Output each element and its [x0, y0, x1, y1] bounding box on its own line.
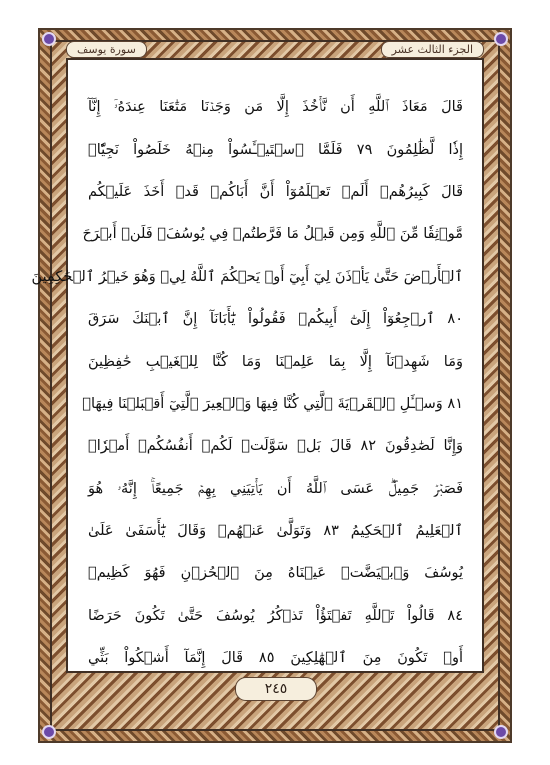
page-number: ٢٤٥: [264, 681, 288, 697]
corner-flower-icon: [496, 727, 506, 737]
line-text: فَصَبۡرٞ جَمِيلٌۖ عَسَى ٱللَّهُ أَن يَأۡتِيَنِي بِهِمۡ جَمِيعًاۚ إِنَّهُۥ هُوَ: [88, 480, 463, 497]
line-text: ٱلۡأَرۡضَ حَتَّىٰ يَأۡذَنَ لِيٓ أَبِيٓ أَوۡ يَحۡكُمَ ٱللَّهُ لِيۖ وَهُوَ خَيۡرُ ٱلۡحَٰكِمِينَ: [31, 268, 463, 285]
text-line: [82, 383, 463, 425]
line-text: أَوۡ تَكُونَ مِنَ ٱلۡهَٰلِكِينَ ٨٥ قَالَ إِنَّمَآ أَشۡكُواْ بَثِّي: [88, 650, 463, 667]
corner-flower-icon: [496, 34, 506, 44]
corner-flower-icon: [44, 727, 54, 737]
line-text: إِذٗا لَّظَٰلِمُونَ ٧٩ فَلَمَّا ٱسۡتَيۡـَٔسُواْ مِنۡهُ خَلَصُواْ نَجِيّٗاۖ: [88, 141, 463, 158]
line-text: وَإِنَّا لَصَٰدِقُونَ ٨٢ قَالَ بَلۡ سَوَّلَتۡ لَكُمۡ أَنفُسُكُمۡ أَمۡرٗاۖ: [88, 438, 463, 455]
text-line: [88, 340, 463, 382]
line-text: ٨١ وَسۡـَٔلِ ٱلۡقَرۡيَةَ ٱلَّتِي كُنَّا فِيهَا وَٱلۡعِيرَ ٱلَّتِيٓ أَقۡبَلۡنَا فِيهَاۖ: [82, 395, 463, 412]
text-line: [88, 552, 463, 594]
line-text: مَّوۡثِقٗا مِّنَ ٱللَّهِ وَمِن قَبۡلُ مَا فَرَّطتُمۡ فِي يُوسُفَۖ فَلَنۡ أَبۡرَحَ: [82, 226, 463, 243]
juz-cartouche: [381, 41, 484, 58]
quran-text: [31, 86, 463, 679]
surah-cartouche: [66, 41, 147, 58]
text-line: [31, 256, 463, 298]
text-line: [88, 595, 463, 637]
line-text: قَالَ كَبِيرُهُمۡ أَلَمۡ تَعۡلَمُوٓاْ أَنَّ أَبَاكُمۡ قَدۡ أَخَذَ عَلَيۡكُم: [88, 183, 463, 200]
text-line: [88, 637, 463, 679]
text-line: [88, 425, 463, 467]
text-line: [88, 468, 463, 510]
page-number-cartouche: [235, 677, 317, 701]
surah-label: سورة يوسف: [77, 43, 136, 56]
text-line: [88, 128, 463, 170]
text-line: [88, 298, 463, 340]
text-line: [88, 510, 463, 552]
corner-flower-icon: [44, 34, 54, 44]
text-line: [88, 86, 463, 128]
line-text: ٨٤ قَالُواْ تَٱللَّهِ تَفۡتَؤُاْ تَذۡكُرُ يُوسُفَ حَتَّىٰ تَكُونَ حَرَضًا: [88, 607, 463, 624]
text-line: [82, 213, 463, 255]
line-text: قَالَ مَعَاذَ ٱللَّهِ أَن نَّأۡخُذَ إِلَّا مَن وَجَدۡنَا مَتَٰعَنَا عِندَهُۥٓ إِنَّآ: [88, 99, 463, 116]
text-line: [88, 171, 463, 213]
juz-label: الجزء الثالث عشر: [391, 43, 473, 56]
line-text: ٨٠ ٱرۡجِعُوٓاْ إِلَىٰٓ أَبِيكُمۡ فَقُولُواْ يَٰٓأَبَانَآ إِنَّ ٱبۡنَكَ سَرَقَ: [88, 311, 463, 328]
line-text: وَمَا شَهِدۡنَآ إِلَّا بِمَا عَلِمۡنَا وَمَا كُنَّا لِلۡغَيۡبِ حَٰفِظِينَ: [88, 353, 463, 370]
line-text: ٱلۡعَلِيمُ ٱلۡحَكِيمُ ٨٣ وَتَوَلَّىٰ عَنۡهُمۡ وَقَالَ يَٰٓأَسَفَىٰ عَلَىٰ: [88, 523, 463, 540]
page-header: [66, 41, 484, 58]
line-text: يُوسُفَ وَٱبۡيَضَّتۡ عَيۡنَاهُ مِنَ ٱلۡحُزۡنِ فَهُوَ كَظِيمٞ: [88, 565, 463, 582]
